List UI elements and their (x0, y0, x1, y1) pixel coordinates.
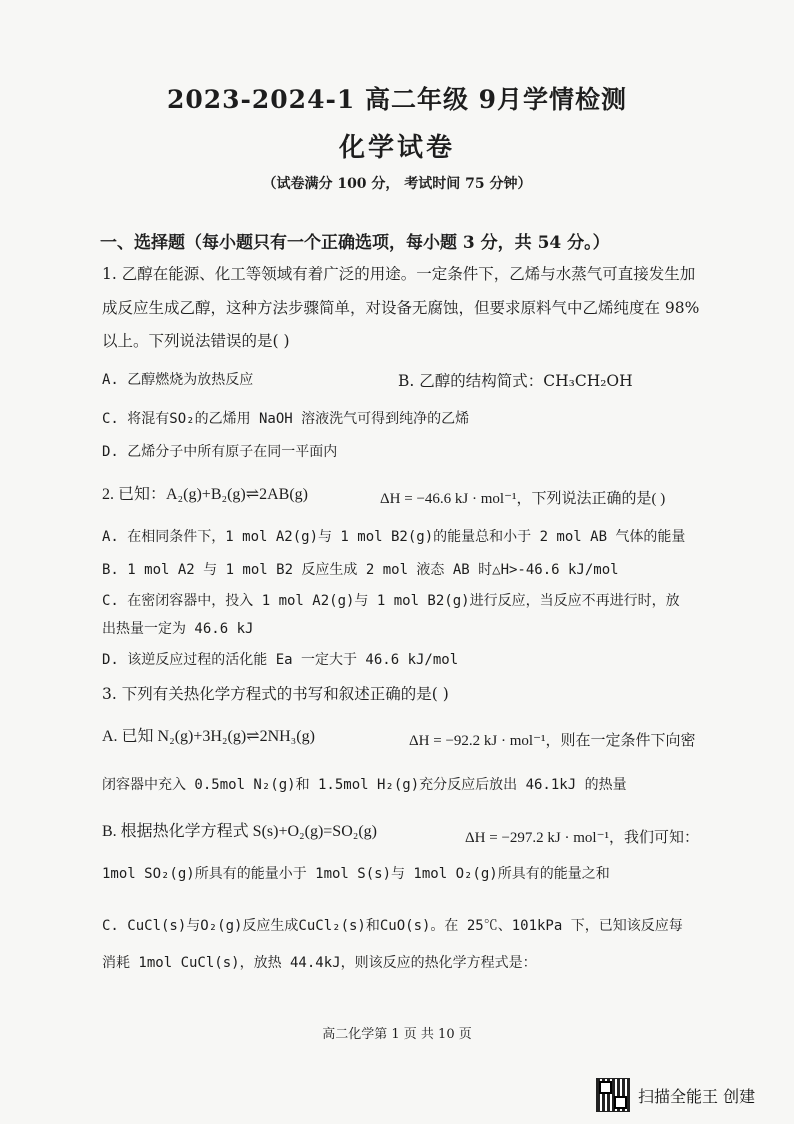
q3-option-a-enthalpy: ΔH = −92.2 kJ · mol⁻¹，则在一定条件下向密 (409, 733, 696, 749)
q1-line3: 以上。下列说法错误的是( ) (102, 332, 290, 350)
scanner-text: 扫描全能王 创建 (638, 1086, 756, 1106)
q1-option-a: A. 乙醇燃烧为放热反应 (102, 372, 254, 388)
q2-option-c-line1: C. 在密闭容器中，投入 1 mol A2(g)与 1 mol B2(g)进行反应，当反应不再进行时，放 (102, 593, 680, 609)
q3-option-b-line1: B. 根据热化学方程式 S(s)+O₂(g)=SO₂(g) (102, 823, 377, 840)
q1-line1: 1. 乙醇在能源、化工等领域有着广泛的用途。一定条件下，乙烯与水蒸气可直接发生加 (102, 265, 696, 283)
q2-option-a: A. 在相同条件下，1 mol A2(g)与 1 mol B2(g)的能量总和小于 2 mol AB 气体的能量 (102, 529, 686, 545)
scanner-watermark (596, 1078, 755, 1112)
q3-option-a-line1: A. 已知 N₂(g)+3H₂(g)⇌2NH₃(g) (102, 728, 315, 745)
q3-option-b-line2: 1mol SO₂(g)所具有的能量小于 1mol S(s)与 1mol O₂(g)所具有的能量之和 (102, 866, 610, 882)
q3-stem: 3. 下列有关热化学方程式的书写和叙述正确的是( ) (102, 685, 449, 703)
exam-subject: 化学试卷 (338, 133, 455, 163)
q1-option-d: D. 乙烯分子中所有原子在同一平面内 (102, 444, 338, 460)
q3-option-a-line2: 闭容器中充入 0.5mol N₂(g)和 1.5mol H₂(g)充分反应后放出 46.1kJ 的热量 (102, 777, 627, 793)
section-heading: 一、选择题（每小题只有一个正确选项，每小题 3 分，共 54 分。） (100, 233, 610, 253)
page-footer: 高二化学第 1 页 共 10 页 (322, 1027, 472, 1042)
qr-code-icon (596, 1078, 630, 1112)
q3-option-c-line1: C. CuCl(s)与O₂(g)反应生成CuCl₂(s)和CuO(s)。在 25℃、101kPa 下，已知该反应每 (102, 918, 683, 934)
q1-line2: 成反应生成乙醇，这种方法步骤简单，对设备无腐蚀，但要求原料气中乙烯纯度在 98% (102, 299, 700, 317)
q2-option-c-line2: 出热量一定为 46.6 kJ (102, 621, 254, 637)
q2-option-d: D. 该逆反应过程的活化能 Ea 一定大于 46.6 kJ/mol (102, 652, 459, 668)
q2-stem: 2. 已知：A₂(g)+B₂(g)⇌2AB(g) (102, 486, 309, 503)
q3-option-c-line2: 消耗 1mol CuCl(s)，放热 44.4kJ，则该反应的热化学方程式是： (102, 955, 537, 971)
exam-note: （试卷满分 100 分， 考试时间 75 分钟） (262, 176, 532, 192)
q3-option-b-enthalpy: ΔH = −297.2 kJ · mol⁻¹，我们可知： (465, 830, 699, 846)
q2-option-b: B. 1 mol A2 与 1 mol B2 反应生成 2 mol 液态 AB 时△H>-46.6 kJ/mol (102, 562, 619, 578)
q1-option-c: C. 将混有SO₂的乙烯用 NaOH 溶液洗气可得到纯净的乙烯 (102, 411, 470, 427)
q1-option-b: B. 乙醇的结构简式：CH₃CH₂OH (398, 372, 633, 390)
exam-title: 2023-2024-1 高二年级 9月学情检测 (166, 85, 628, 114)
q2-enthalpy: ΔH = −46.6 kJ · mol⁻¹，下列说法正确的是( ) (380, 491, 666, 507)
